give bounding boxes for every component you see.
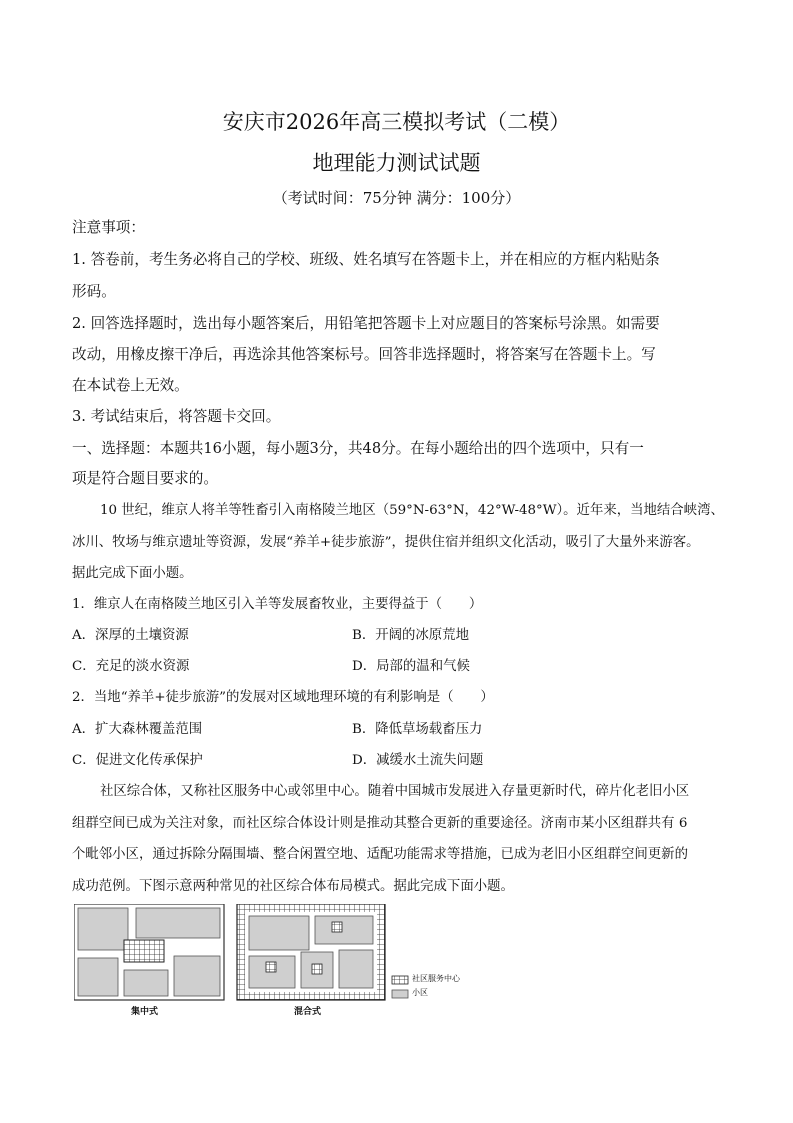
exam-info: （考试时间：75分钟 满分：100分） (272, 189, 521, 207)
passage-line: 冰川、牧场与维京遗址等资源，发展“养羊+徒步旅游”，提供住宿并组织文化活动，吸引了大量外来游客。 (72, 535, 700, 550)
option-d[interactable]: D．减缓水土流失问题 (352, 753, 484, 768)
notice-line: 3. 考试结束后，将答题卡交回。 (72, 408, 281, 425)
service-center-block (266, 962, 276, 972)
option-b[interactable]: B．开阔的冰原荒地 (352, 628, 469, 643)
notice-line: 2. 回答选择题时，选出每小题答案后，用铅笔把答题卡上对应题目的答案标号涂黑。如需要 (72, 315, 660, 332)
legend-label-block: 小区 (412, 988, 428, 997)
option-c[interactable]: C．促进文化传承保护 (72, 753, 203, 768)
notice-line: 1. 答卷前，考生务必将自己的学校、班级、姓名填写在答题卡上，并在相应的方框内粘贴条 (72, 251, 660, 268)
figure-caption-right: 混合式 (294, 1007, 322, 1017)
passage-line: 10 世纪，维京人将羊等牲畜引入南格陵兰地区（59°N-63°N，42°W-48°W）。近年来，当地结合峡湾、 (100, 503, 724, 518)
notice-line: 在本试卷上无效。 (72, 377, 189, 394)
option-c[interactable]: C．充足的淡水资源 (72, 659, 190, 674)
mixed-layout (237, 904, 385, 1000)
notice-line: 改动，用橡皮擦干净后，再选涂其他答案标号。回答非选择题时，将答案写在答题卡上。写 (72, 346, 656, 363)
section-heading: 项是符合题目要求的。 (72, 470, 218, 487)
service-center-block (312, 964, 322, 974)
exam-title: 安庆市2026年高三模拟考试（二模） (222, 110, 571, 134)
legend-swatch-block (392, 990, 408, 998)
option-b[interactable]: B．降低草场载畜压力 (352, 722, 483, 737)
option-a[interactable]: A．深厚的土壤资源 (72, 628, 189, 643)
option-a[interactable]: A．扩大森林覆盖范围 (72, 722, 203, 737)
passage-line: 个毗邻小区，通过拆除分隔围墙、整合闲置空地、适配功能需求等措施，已成为老旧小区组群空间更新的 (72, 847, 688, 862)
passage-line: 据此完成下面小题。 (72, 566, 193, 581)
section-heading: 一、选择题：本题共16小题，每小题3分，共48分。在每小题给出的四个选项中，只有一 (72, 440, 644, 457)
notice-heading: 注意事项： (72, 219, 145, 236)
notice-line: 形码。 (72, 283, 116, 300)
passage-line: 组群空间已成为关注对象，而社区综合体设计则是推动其整合更新的重要途径。济南市某小区组群共有 6 (72, 816, 688, 831)
legend-label-center: 社区服务中心 (412, 974, 460, 983)
option-d[interactable]: D．局部的温和气候 (352, 659, 470, 674)
exam-subtitle: 地理能力测试试题 (312, 151, 481, 175)
figure-legend (392, 976, 408, 998)
legend-swatch-center (392, 976, 408, 984)
question-stem: 2．当地“养羊+徒步旅游”的发展对区域地理环境的有利影响是（ ） (72, 690, 494, 705)
centralized-layout (74, 904, 224, 1000)
passage-line: 成功范例。下图示意两种常见的社区综合体布局模式。据此完成下面小题。 (72, 879, 514, 894)
service-center-block (332, 922, 342, 932)
question-stem: 1．维京人在南格陵兰地区引入羊等发展畜牧业，主要得益于（ ） (72, 597, 483, 612)
figure-caption-left: 集中式 (131, 1007, 159, 1017)
passage-line: 社区综合体，又称社区服务中心或邻里中心。随着中国城市发展进入存量更新时代，碎片化老旧小区 (100, 784, 690, 799)
service-center-block (124, 940, 164, 962)
